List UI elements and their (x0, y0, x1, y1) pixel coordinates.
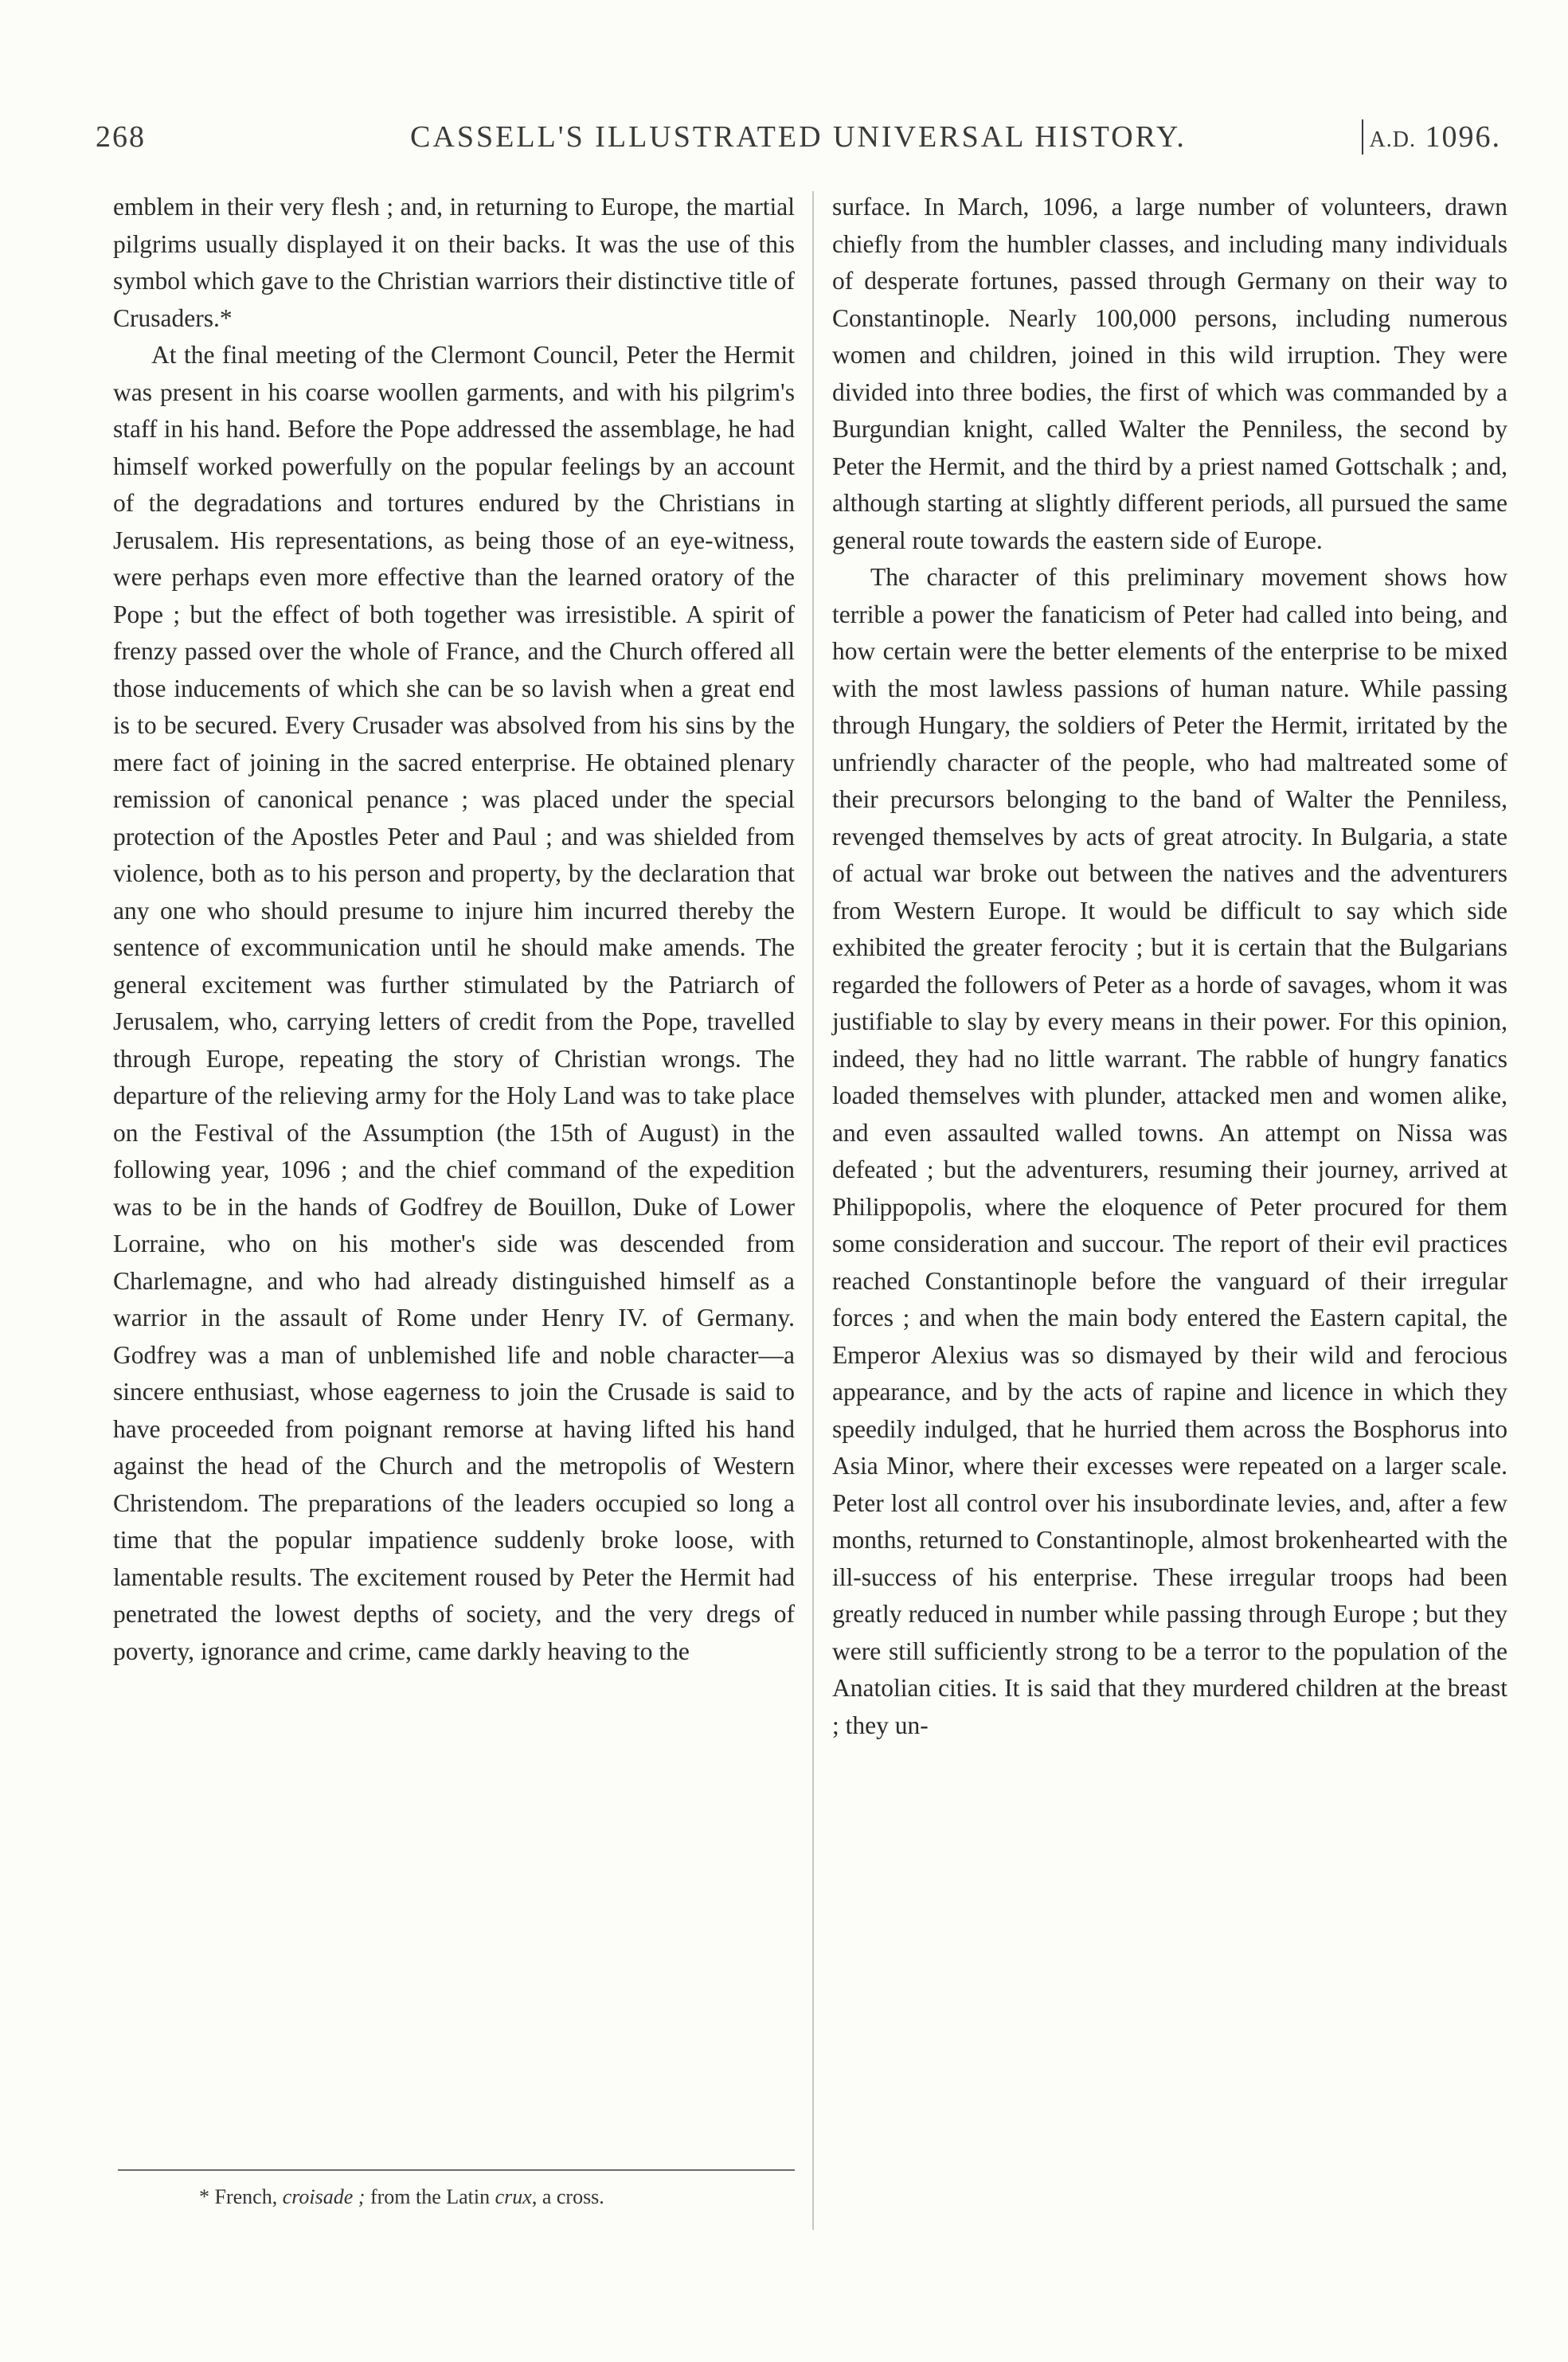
header-date (1362, 119, 1501, 154)
running-header (96, 119, 1501, 159)
paragraph: surface. In March, 1096, a large number of volunteers, drawn chiefly from the humbler classes, and including many individuals of desperate fortunes, passed through Germany on their way to Constantinople. Nearly 100,000 persons, including numerous women and children, joined in this wild irruption. They were divided into three bodies, the first of which was commanded by a Burgundian knight, called Walter the Penniless, the second by Peter the Hermit, and the third by a priest named Gottschalk ; and, although starting at slightly different periods, all pursued the same general route towards the eastern side of Europe. (832, 193, 1507, 554)
date-prefix: A.D. (1369, 127, 1416, 152)
footnote-text: French, (214, 2185, 283, 2208)
footnote-marker: * (199, 2185, 209, 2208)
left-column (113, 189, 795, 1670)
date-year: 1096. (1425, 120, 1501, 154)
footnote-italic-term: croisade ; (282, 2185, 366, 2208)
column-divider (812, 191, 814, 2230)
paragraph: The character of this preliminary movement shows how terrible a power the fanaticism of Peter had called into being, and how certain were the better elements of the enterprise to be mixed with the most lawless passions of human nature. While passing through Hungary, the soldiers of Peter the Hermit, irritated by the unfriendly character of the people, who had maltreated some of their precursors belonging to the band of Walter the Penniless, revenged themselves by acts of great atrocity. In Bulgaria, a state of actual war broke out between the natives and the adventurers from Western Europe. It would be difficult to say which side exhibited the greater ferocity ; but it is certain that the Bulgarians regarded the followers of Peter as a horde of savages, whom it was justifiable to slay by every means in their power. For this opinion, indeed, they had no little warrant. The rabble of hungry fanatics loaded themselves with plunder, attacked men and women alike, and even assaulted walled towns. An attempt on Nissa was defeated ; but the adventurers, resuming their journey, arrived at Philippopolis, where the eloquence of Peter procured for them some consideration and succour. The report of their evil practices reached Constantinople before the vanguard of their irregular forces ; and when the main body entered the Eastern capital, the Emperor Alexius was so dismayed by their wild and ferocious appearance, and by the acts of rapine and licence in which they speedily indulged, that he hurried them across the Bosphorus into Asia Minor, where their excesses were repeated on a larger scale. Peter lost all control over his insubordinate levies, and, after a few months, returned to Constantinople, almost brokenhearted with the ill-success of his enterprise. These irregular troops had been greatly reduced in number while passing through Europe ; but they were still sufficiently strong to be a terror to the population of the Anatolian cities. It is said that they murdered children at the breast ; they un- (832, 563, 1507, 1739)
page-number: 268 (96, 120, 146, 154)
footnote-italic-term: crux (495, 2185, 532, 2208)
footnote-text: from the Latin (365, 2185, 495, 2208)
footnote-rule (118, 2169, 795, 2171)
footnote (199, 2184, 788, 2211)
footnote-text: , a cross. (531, 2185, 604, 2208)
running-title: CASSELL'S ILLUSTRATED UNIVERSAL HISTORY. (410, 120, 1187, 154)
paragraph: At the final meeting of the Clermont Council, Peter the Hermit was present in his coarse woollen garments, and with his pilgrim's staff in his hand. Before the Pope addressed the assemblage, he had himself worked powerfully on the popular feelings by an account of the degradations and tortures endured by the Christians in Jerusalem. His representations, as being those of an eye-witness, were perhaps even more effective than the learned oratory of the Pope ; but the effect of both together was irresistible. A spirit of frenzy passed over the whole of France, and the Church offered all those inducements of which she can be so lavish when a great end is to be secured. Every Crusader was absolved from his sins by the mere fact of joining in the sacred enterprise. He obtained plenary remission of canonical penance ; was placed under the special protection of the Apostles Peter and Paul ; and was shielded from violence, both as to his person and property, by the declaration that any one who should presume to injure him incurred thereby the sentence of excommunication until he should make amends. The general excitement was further stimulated by the Patriarch of Jerusalem, who, carrying letters of credit from the Pope, travelled through Europe, repeating the story of Christian wrongs. The departure of the relieving army for the Holy Land was to take place on the Festival of the Assumption (the 15th of August) in the following year, 1096 ; and the chief command of the expedition was to be in the hands of Godfrey de Bouillon, Duke of Lower Lorraine, who on his mother's side was descended from Charlemagne, and who had already distinguished himself as a warrior in the assault of Rome under Henry IV. of Germany. Godfrey was a man of unblemished life and noble character—a sincere enthusiast, whose eagerness to join the Crusade is said to have proceeded from poignant remorse at having lifted his hand against the head of the Church and the metropolis of Western Christendom. The preparations of the leaders occupied so long a time that the popular impatience suddenly broke loose, with lamentable results. The excitement roused by Peter the Hermit had penetrated the lowest depths of society, and the very dregs of poverty, ignorance and crime, came darkly heaving to the (113, 341, 795, 1665)
right-column (832, 189, 1507, 1744)
paragraph: emblem in their very flesh ; and, in returning to Europe, the martial pilgrims usually displayed it on their backs. It was the use of this symbol which gave to the Christian warriors their distinctive title of Crusaders.* (113, 193, 795, 332)
